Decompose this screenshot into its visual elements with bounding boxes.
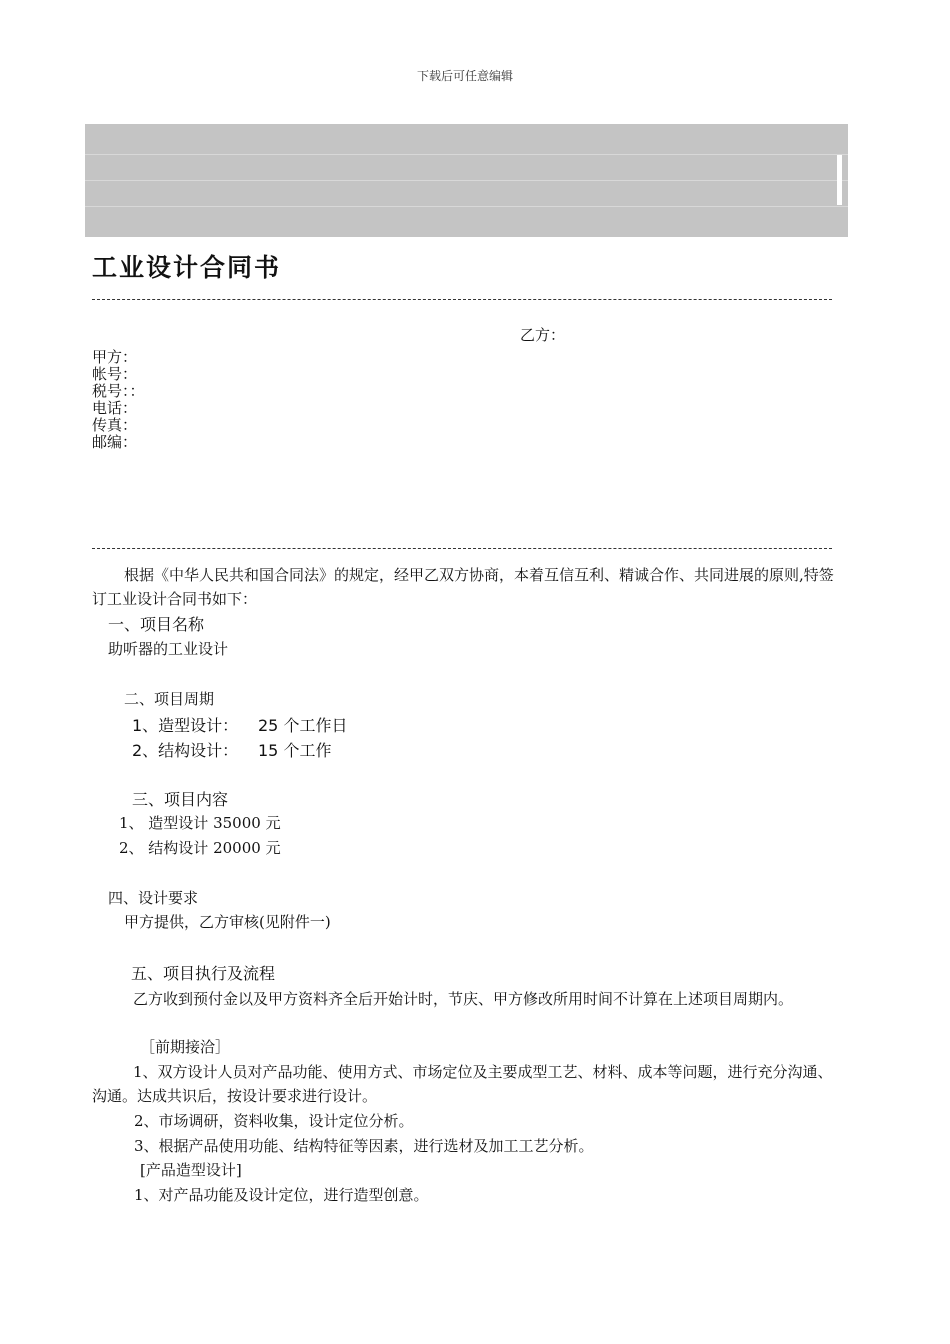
header-note: 下载后可任意编辑 bbox=[416, 69, 513, 83]
phone-field: 电话： bbox=[92, 399, 138, 417]
phase-label: [产品造型设计] bbox=[140, 1161, 242, 1179]
tax-field: 税号：： bbox=[92, 382, 145, 400]
banner-bar bbox=[837, 155, 842, 205]
phase-label: ［前期接洽］ bbox=[140, 1038, 231, 1056]
section1-heading: 一、项目名称 bbox=[108, 615, 205, 634]
intro-paragraph: 根据《中华人民共和国合同法》的规定，经甲乙双方协商，本着互信互利、精诚合作、共同进展的原则,特签订工业设计合同书如下： bbox=[92, 566, 834, 608]
party-b-label: 乙方： bbox=[520, 326, 566, 344]
divider-top bbox=[92, 299, 832, 300]
process-step: 1、对产品功能及设计定位，进行造型创意。 bbox=[134, 1186, 429, 1204]
section3-heading: 三、项目内容 bbox=[132, 790, 229, 809]
process-step: 3、根据产品使用功能、结构特征等因素，进行选材及加工工艺分析。 bbox=[134, 1137, 594, 1155]
fax-field: 传真： bbox=[92, 416, 138, 434]
banner-line bbox=[85, 154, 848, 155]
account-field: 帐号： bbox=[92, 365, 138, 383]
banner-line bbox=[85, 180, 848, 181]
section5-heading: 五、项目执行及流程 bbox=[131, 964, 276, 983]
section1-content: 助听器的工业设计 bbox=[108, 640, 229, 658]
section4-heading: 四、设计要求 bbox=[108, 889, 199, 907]
party-a-field: 甲方： bbox=[92, 348, 138, 366]
section2-item-label: 2、结构设计： bbox=[132, 741, 239, 760]
section2-item-label: 1、造型设计： bbox=[132, 716, 239, 735]
postcode-field: 邮编： bbox=[92, 433, 138, 451]
section5-intro: 乙方收到预付金以及甲方资料齐全后开始计时，节庆、甲方修改所用时间不计算在上述项目周期内。 bbox=[133, 990, 794, 1008]
party-a-fields bbox=[92, 349, 145, 451]
process-step: 1、双方设计人员对产品功能、使用方式、市场定位及主要成型工艺、材料、成本等问题，进行充分沟通、沟通。达成共识后，按设计要求进行设计。 bbox=[92, 1063, 833, 1105]
section2-heading: 二、项目周期 bbox=[124, 690, 215, 708]
process-step: 2、市场调研，资料收集，设计定位分析。 bbox=[134, 1112, 414, 1130]
section2-item-value: 25 个工作日 bbox=[258, 716, 348, 735]
divider-bottom bbox=[92, 548, 832, 549]
section3-item: 2、 结构设计 20000 元 bbox=[119, 839, 281, 857]
document-title: 工业设计合同书 bbox=[92, 253, 282, 282]
section2-item-value: 15 个工作 bbox=[258, 741, 332, 760]
header-banner bbox=[85, 124, 848, 237]
section4-content: 甲方提供，乙方审核(见附件一) bbox=[124, 913, 331, 931]
section3-item: 1、 造型设计 35000 元 bbox=[119, 814, 281, 832]
banner-line bbox=[85, 206, 848, 207]
